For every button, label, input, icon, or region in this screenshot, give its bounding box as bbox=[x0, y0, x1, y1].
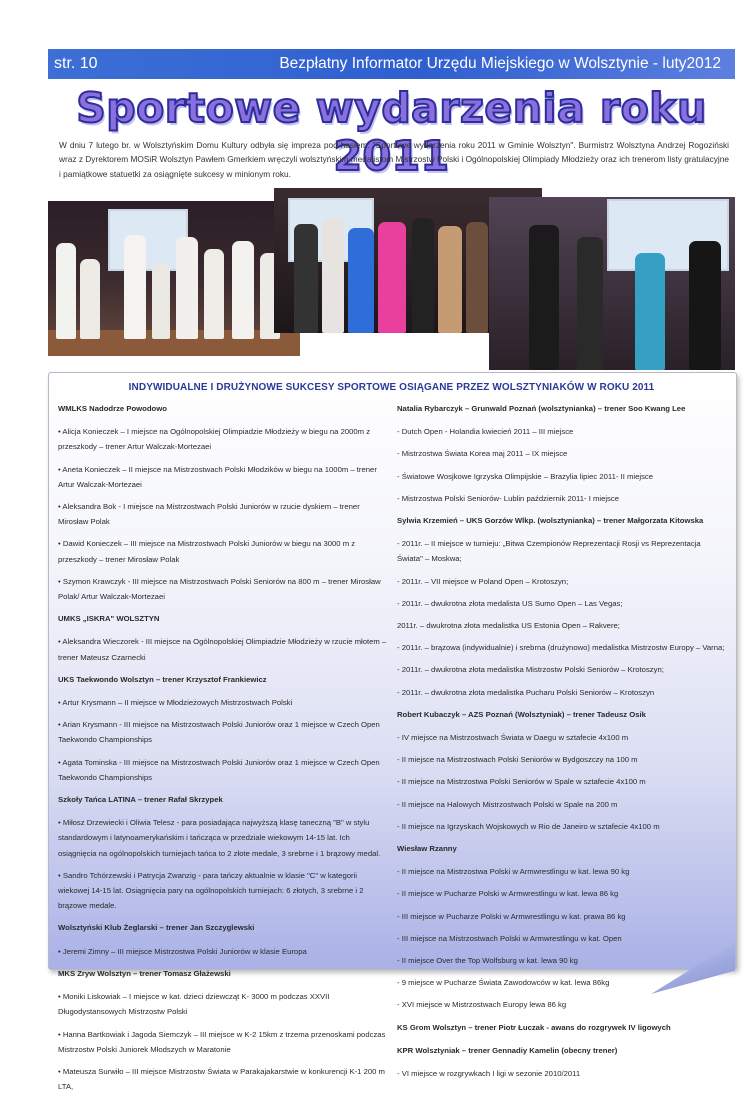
club-heading: WMLKS Nadodrze Powodowo bbox=[58, 404, 167, 413]
result-entry: • Aleksandra Bok - I miejsce na Mistrzostwach Polski Juniorów w rzucie dyskiem – trener Mirosław Polak bbox=[58, 502, 360, 527]
result-entry: 2011r. – dwukrotna złota medalistka US Estonia Open – Rakvere; bbox=[397, 621, 620, 631]
result-entry: • Dawid Konieczek – III miejsce na Mistrzostwach Polski Juniorów w biegu na 3000 m z przeszkody – trener Mirosław Polak bbox=[58, 539, 356, 564]
photo-taekwondo-group bbox=[48, 201, 300, 356]
publication-title: Bezpłatny Informator Urzędu Miejskiego w Wolsztynie - luty2012 bbox=[279, 55, 721, 72]
result-entry: - II miejsce na Mistrzostwa Polski Seniorów w Spale w sztafecie 4x100 m bbox=[397, 777, 646, 787]
result-entry: • Miłosz Drzewiecki i Oliwia Telesz - para posiadająca najwyższą klasę taneczną "B" w stylu standardowym i latynoamerykańskim i tańcząca w przedziale wiekowym 14-15 lat. Ich osiągnięcia na ogólnopolskich turniejach tańca to 2 złote medale, 3 srebrne i 1 brązowy medal. bbox=[58, 818, 381, 858]
result-entry: • Moniki Liskowiak – I miejsce w kat. dzieci dziewcząt K- 3000 m podczas XXVII Długodystansowych Mistrzostw Polski bbox=[58, 992, 330, 1017]
result-entry: - IV miejsce na Mistrzostwach Świata w Daegu w sztafecie 4x100 m bbox=[397, 733, 629, 743]
result-entry: • Aleksandra Wieczorek - III miejsce na Ogólnopolskiej Olimpiadzie Młodzieży w rzucie młotem – trener Mateusz Czarnecki bbox=[58, 637, 387, 662]
result-entry: - II miejsce na Halowych Mistrzostwach Polski w Spale na 200 m bbox=[397, 799, 618, 809]
result-entry: - II miejsce w Pucharze Polski w Armwrestlingu w kat. lewa 86 kg bbox=[397, 889, 619, 899]
result-entry: - 2011r. – VII miejsce w Poland Open – Krotoszyn; bbox=[397, 576, 569, 586]
club-heading: Wiesław Rzanny bbox=[397, 844, 457, 854]
result-entry: - III miejsce na Mistrzostwach Polski w Armwrestlingu w kat. Open bbox=[397, 933, 622, 943]
result-entry: - II miejsce na Mistrzostwa Polski w Armwrestlingu w kat. lewa 90 kg bbox=[397, 867, 630, 877]
club-heading: Szkoły Tańca LATINA – trener Rafał Skrzypek bbox=[58, 795, 223, 805]
result-entry: - VI miejsce w rozgrywkach I ligi w sezonie 2010/2011 bbox=[397, 1069, 581, 1079]
result-entry: - II miejsce na Igrzyskach Wojskowych w Rio de Janeiro w sztafecie 4x100 m bbox=[397, 821, 660, 831]
result-entry: - III miejsce w Pucharze Polski w Armwrestlingu w kat. prawa 86 kg bbox=[397, 911, 626, 921]
result-entry: • Hanna Bartkowiak i Jagoda Siemczyk – III miejsce w K-2 15km z trzema przenoskami podczas Mistrzostw Polski Juniorek Młodszych w Maratonie bbox=[58, 1029, 386, 1054]
intro-paragraph: W dniu 7 lutego br. w Wolsztyńskim Domu Kultury odbyła się impreza pod hasłem: "Sportowe wydarzenia roku 2011 w Gminie Wolsztyn". Burmistrz Wolsztyna Andrzej Rogoziński wraz z Dyrektorem MOSiR Wolsztyn Pawłem Gmerkiem wręczyli wolsztyńskim medalistom Mistrzostw Polski i Ogólnopolskiej Olimpiady Młodzieży oraz ich trenerom listy gratulacyjne i pamiątkowe statuetki za osiągnięte sukcesy w minionym roku. bbox=[59, 140, 729, 179]
result-entry: • Jeremi Zimny – III miejsce Mistrzostwa Polski Juniorów w klasie Europa bbox=[58, 946, 307, 956]
result-entry: • Arian Krysmann - III miejsce na Mistrzostwach Polski Juniorów oraz 1 miejsce w Czech Open Taekwondo Championships bbox=[58, 720, 380, 745]
result-entry: - 2011r. – dwukrotna złota medalista US Sumo Open – Las Vegas; bbox=[397, 598, 623, 608]
result-entry: - II miejsce Over the Top Wolfsburg w kat. lewa 90 kg bbox=[397, 956, 578, 966]
result-entry: • Aneta Konieczek – II miejsce na Mistrzostwach Polski Młodzików w biegu na 1000m – trener Artur Walczak-Mortezaei bbox=[58, 464, 377, 489]
page-number: str. 10 bbox=[54, 55, 98, 72]
result-entry: • Szymon Krawczyk - III miejsce na Mistrzostwach Polski Seniorów na 800 m – trener Mirosław Polak/ Artur Walczak-Mortezaei bbox=[58, 576, 381, 602]
result-entry: - Światowe Wosjkowe Igrzyska Olimpijskie – Brazylia lipiec 2011- II miejsce bbox=[397, 471, 654, 481]
result-entry: - XVI miejsce w Mistrzostwach Europy lewa 86 kg bbox=[397, 1000, 567, 1010]
result-entry: • Sandro Tchórzewski i Patrycja Zwanzig - para tańczy aktualnie w klasie "C" w kategorii wiekowej 14-15 lat. Osiągnięcia pary na ogólnopolskich turniejach: 6 złotych, 3 srebrne i 2 brązowe medale. bbox=[58, 870, 364, 911]
club-heading: Wolsztyński Klub Żeglarski – trener Jan Szczyglewski bbox=[58, 923, 255, 933]
result-entry: • Artur Krysmann – II miejsce w Młodzieżowych Mistrzostwach Polski bbox=[58, 698, 293, 708]
page-header bbox=[48, 49, 735, 79]
club-heading: UMKS „ISKRA" WOLSZTYN bbox=[58, 614, 160, 624]
result-entry: - 2011r. – II miejsce w turnieju: „Bitwa Czempionów Reprezentacji Rosji vs Reprezentacja Świata" – Moskwa; bbox=[397, 539, 701, 564]
results-panel-title: INDYWIDUALNE I DRUŻYNOWE SUKCESY SPORTOWE OSIĄGANE PRZEZ WOLSZTYNIAKÓW W ROKU 2011 bbox=[128, 382, 655, 393]
results-left-column bbox=[58, 401, 390, 1101]
result-entry: - Mistrzostwa Polski Seniorów- Lublin październik 2011- I miejsce bbox=[397, 493, 620, 503]
result-entry: • Alicja Konieczek – I miejsce na Ogólnopolskiej Olimpiadzie Młodzieży w biegu na 2000m z przeszkody – trener Artur Walczak-Mortezaei bbox=[58, 427, 371, 452]
club-heading: Natalia Rybarczyk – Grunwald Poznań (wolsztynianka) – trener Soo Kwang Lee bbox=[397, 404, 686, 413]
result-entry: - II miejsce na Mistrzostwach Polski Seniorów w Bydgoszczy na 100 m bbox=[397, 755, 638, 765]
result-entry: • Mateusza Surwiło – III miejsce Mistrzostw Świata w Parakajakarstwie w konkurencji K-1 200 m LTA, bbox=[58, 1066, 385, 1092]
results-right-column bbox=[397, 401, 727, 1088]
result-entry: - 2011r. – brązowa (indywidualnie) i srebrna (drużynowo) medalistka Mistrzostw Europy – Varna; bbox=[397, 643, 725, 653]
result-entry: - Dutch Open - Holandia kwiecień 2011 – III miejsce bbox=[397, 427, 574, 437]
result-entry: - Mistrzostwa Świata Korea maj 2011 – IX miejsce bbox=[397, 449, 568, 459]
article-title: Sportowe wydarzenia roku 2011 bbox=[76, 84, 707, 180]
result-entry: - 2011r. – dwukrotna złota medalistka Mistrzostw Polski Seniorów – Krotoszyn; bbox=[397, 665, 664, 675]
club-heading: KS Grom Wolsztyn – trener Piotr Łuczak - awans do rozgrywek IV ligowych bbox=[397, 1022, 671, 1032]
result-entry: • Agata Tominska - III miejsce na Mistrzostwach Polski Juniorów oraz 1 miejsce w Czech Open Taekwondo Championships bbox=[58, 757, 380, 782]
result-entry: - 2011r. – dwukrotna złota medalistka Pucharu Polski Seniorów – Krotoszyn bbox=[397, 687, 655, 697]
club-heading: MKS Zryw Wolsztyn – trener Tomasz Głażewski bbox=[58, 968, 231, 978]
club-heading: KPR Wolsztyniak – trener Gennadiy Kamelin (obecny trener) bbox=[397, 1045, 618, 1055]
photo-collage bbox=[48, 188, 735, 370]
result-entry: - 9 miejsce w Pucharze Świata Zawodowców w kat. lewa 86kg bbox=[397, 978, 610, 988]
club-heading: Robert Kubaczyk – AZS Poznań (Wolsztyniak) – trener Tadeusz Osik bbox=[397, 709, 646, 719]
club-heading: Sylwia Krzemień – UKS Gorzów Wlkp. (wolsztynianka) – trener Małgorzata Kitowska bbox=[397, 516, 704, 526]
photo-award-ceremony bbox=[489, 197, 735, 370]
club-heading: UKS Taekwondo Wolsztyn – trener Krzysztof Frankiewicz bbox=[58, 674, 267, 684]
